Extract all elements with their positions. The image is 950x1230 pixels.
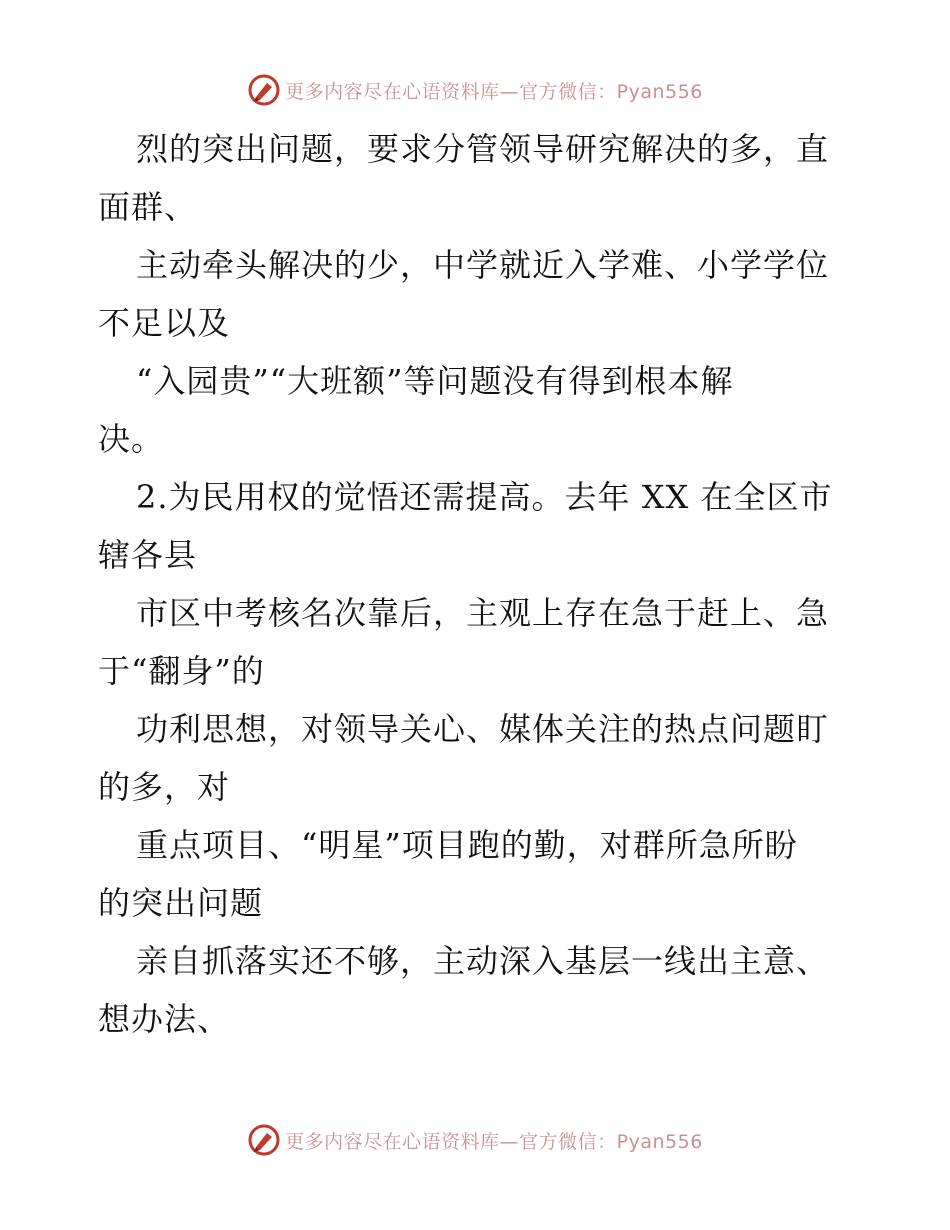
text-line: 的突出问题	[98, 884, 264, 922]
text-line: 重点项目、“明星”项目跑的勤，对群所急所盼	[136, 826, 798, 864]
text-line: 市区中考核名次靠后，主观上存在急于赶上、急	[136, 594, 830, 632]
text-line: “入园贵”“大班额”等问题没有得到根本解	[136, 362, 734, 400]
text-line: 于“翻身”的	[98, 652, 265, 690]
text-line: 面群、	[98, 188, 198, 226]
document-body	[98, 120, 858, 1048]
header-banner-text: 更多内容尽在心语资料库—官方微信：Pyan556	[285, 80, 703, 103]
text-line: 功利思想，对领导关心、媒体关注的热点问题盯	[136, 710, 830, 748]
text-line: 2.为民用权的觉悟还需提高。去年 XX 在全区市	[136, 478, 833, 516]
text-line: 亲自抓落实还不够，主动深入基层一线出主意、	[136, 942, 830, 980]
text-line: 决。	[98, 420, 165, 458]
text-line: 的多，对	[98, 768, 231, 806]
text-line: 不足以及	[98, 304, 231, 342]
text-line: 辖各县	[98, 536, 198, 574]
text-line: 烈的突出问题，要求分管领导研究解决的多，直	[136, 130, 830, 168]
pen-logo-icon	[247, 73, 281, 107]
text-line: 想办法、	[98, 1000, 231, 1038]
text-line: 主动牵头解决的少，中学就近入学难、小学学位	[136, 246, 830, 284]
footer-banner	[0, 1120, 950, 1160]
pen-logo-icon	[247, 1123, 281, 1157]
footer-banner-text: 更多内容尽在心语资料库—官方微信：Pyan556	[285, 1130, 703, 1153]
header-banner	[0, 70, 950, 110]
